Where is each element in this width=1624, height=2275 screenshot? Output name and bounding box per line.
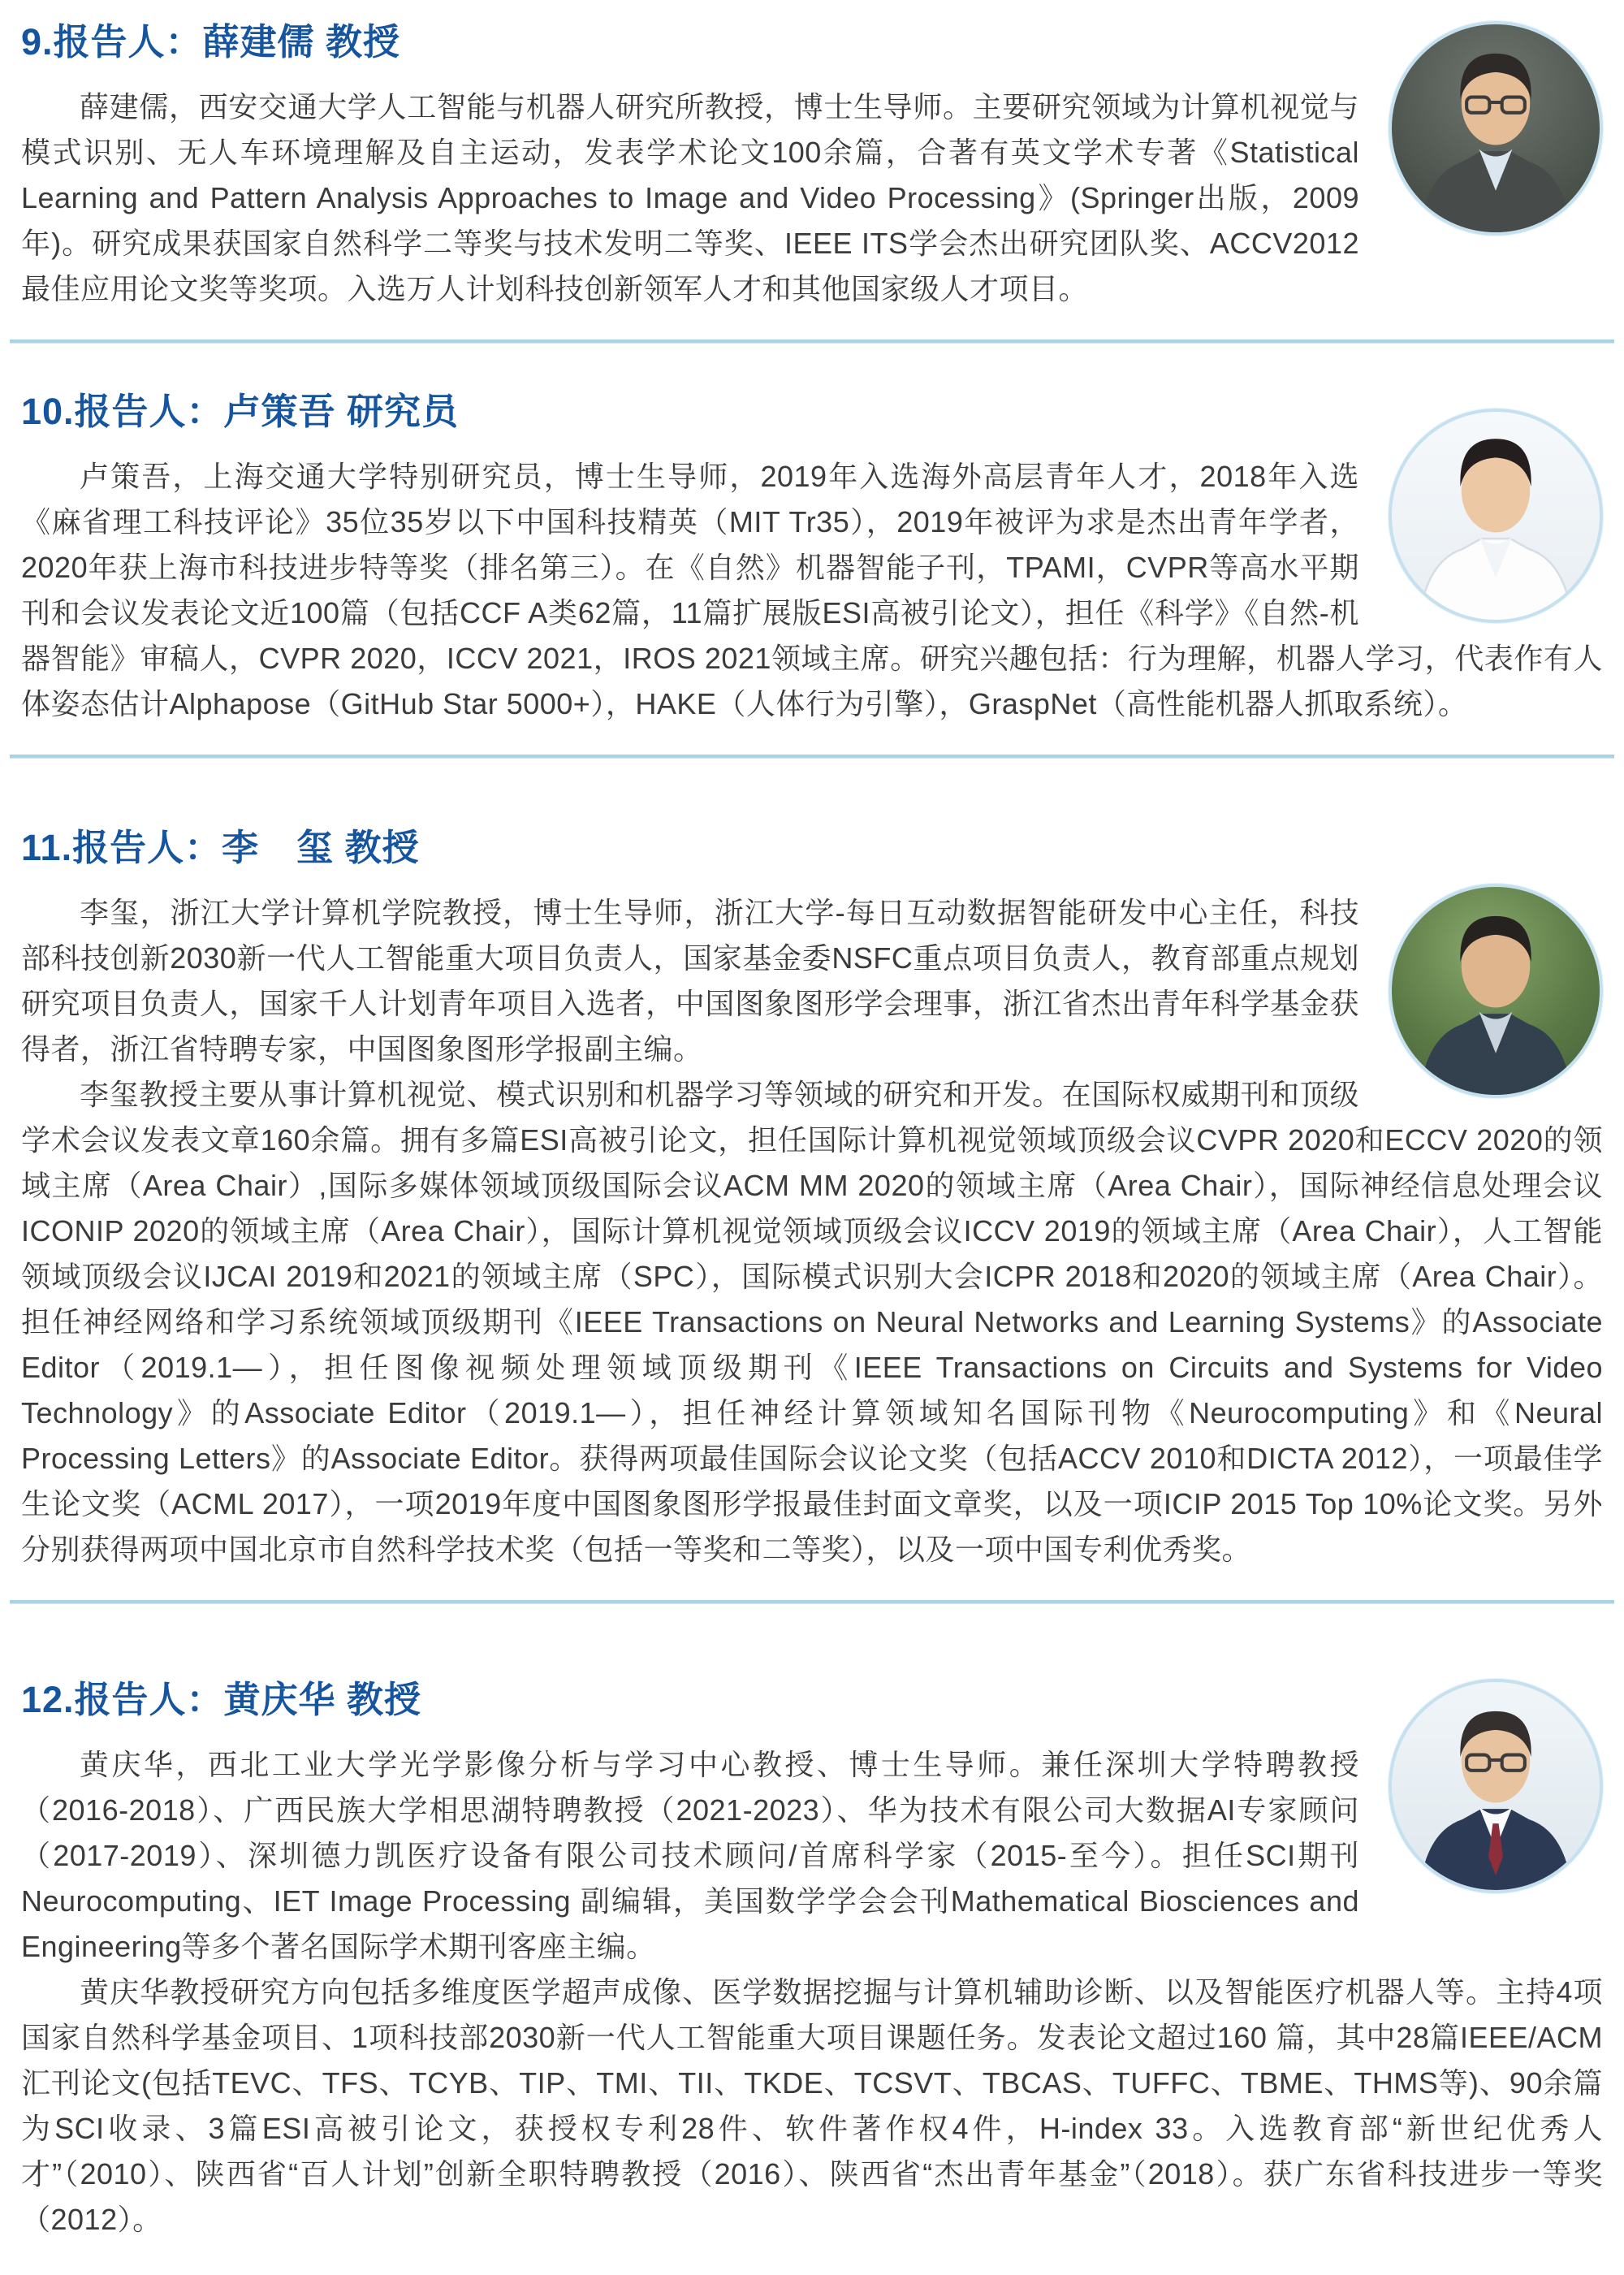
speaker-section-10 <box>21 391 1603 727</box>
speaker-bio-paragraph: 卢策吾，上海交通大学特别研究员，博士生导师，2019年入选海外高层青年人才，2018年入选《麻省理工科技评论》35位35岁以下中国科技精英（MIT Tr35），2019年被评为求是杰出青年学者，2020年获上海市科技进步特等奖（排名第三）。在《自然》机器智能子刊，TPAMI，CVPR等高水平期刊和会议发表论文近100篇（包括CCF A类62篇，11篇扩展版ESI高被引论文），担任《科学》《自然-机器智能》审稿人，CVPR 2020，ICCV 2021，IROS 2021领域主席。研究兴趣包括：行为理解，机器人学习，代表作有人体姿态估计Alphapose（GitHub Star 5000+），HAKE（人体行为引擎），GraspNet（高性能机器人抓取系统）。 <box>21 460 1603 720</box>
speaker-photo-10 <box>1389 409 1603 623</box>
speaker-heading: 12.报告人：黄庆华 教授 <box>21 1679 422 1720</box>
section-spacer <box>21 344 1603 391</box>
speaker-bio-paragraph: 李玺，浙江大学计算机学院教授，博士生导师，浙江大学-每日互动数据智能研发中心主任，科技部科技创新2030新一代人工智能重大项目负责人，国家基金委NSFC重点项目负责人，教育部重点规划研究项目负责人，国家千人计划青年项目入选者，中国图象图形学会理事，浙江省杰出青年科学基金获得者，浙江省特聘专家，中国图象图形学报副主编。 <box>21 896 1359 1066</box>
speaker-heading: 11.报告人：李 玺 教授 <box>21 827 420 868</box>
speaker-heading: 10.报告人：卢策吾 研究员 <box>21 391 460 432</box>
speaker-heading: 9.报告人：薛建儒 教授 <box>21 21 401 63</box>
portrait-silhouette-icon <box>1392 1682 1600 1890</box>
speaker-photo-9 <box>1389 21 1603 236</box>
speaker-bio-paragraph: 李玺教授主要从事计算机视觉、模式识别和机器学习等领域的研究和开发。在国际权威期刊和顶级学术会议发表文章160余篇。拥有多篇ESI高被引论文，担任国际计算机视觉领域顶级会议CVPR 2020和ECCV 2020的领域主席（Area Chair）,国际多媒体领域顶级国际会议ACM MM 2020的领域主席（Area Chair），国际神经信息处理会议ICONIP 2020的领域主席（Area Chair），国际计算机视觉领域顶级会议ICCV 2019的领域主席（Area Chair），人工智能领域顶级会议IJCAI 2019和2021的领域主席（SPC），国际模式识别大会ICPR 2018和2020的领域主席（Area Chair）。担任神经网络和学习系统领域顶级期刊《IEEE Transactions on Neural Networks and Learning Systems》的Associate Editor（2019.1—），担任图像视频处理领域顶级期刊《IEEE Transactions on Circuits and Systems for Video Technology》的Associate Editor（2019.1—），担任神经计算领域知名国际刊物《Neurocomputing》和《Neural Processing Letters》的Associate Editor。获得两项最佳国际会议论文奖（包括ACCV 2010和DICTA 2012），一项最佳学生论文奖（ACML 2017），一项2019年度中国图象图形学报最佳封面文章奖，以及一项ICIP 2015 Top 10%论文奖。另外分别获得两项中国北京市自然科学技术奖（包括一等奖和二等奖），以及一项中国专利优秀奖。 <box>21 1078 1603 1566</box>
section-spacer <box>21 1604 1603 1679</box>
speaker-bio-paragraph: 薛建儒，西安交通大学人工智能与机器人研究所教授，博士生导师。主要研究领域为计算机视觉与模式识别、无人车环境理解及自主运动，发表学术论文100余篇，合著有英文学术专著《Statistical Learning and Pattern Analysis Approaches to Image and Video Processing》(Springer出版，2009年)。研究成果获国家自然科学二等奖与技术发明二等奖、IEEE ITS学会杰出研究团队奖、ACCV2012最佳应用论文奖等奖项。入选万人计划科技创新领军人才和其他国家级人才项目。 <box>21 90 1359 305</box>
portrait-silhouette-icon <box>1392 887 1600 1095</box>
section-spacer <box>21 759 1603 827</box>
speaker-section-11 <box>21 827 1603 1572</box>
speaker-bio-paragraph: 黄庆华，西北工业大学光学影像分析与学习中心教授、博士生导师。兼任深圳大学特聘教授（2016-2018）、广西民族大学相思湖特聘教授（2021-2023）、华为技术有限公司大数据AI专家顾问（2017-2019）、深圳德力凯医疗设备有限公司技术顾问/首席科学家（2015-至今）。担任SCI期刊Neurocomputing、IET Image Processing 副编辑，美国数学学会会刊Mathematical Biosciences and Engineering等多个著名国际学术期刊客座主编。 <box>21 1748 1359 1963</box>
speaker-bio-paragraph: 黄庆华教授研究方向包括多维度医学超声成像、医学数据挖掘与计算机辅助诊断、以及智能医疗机器人等。主持4项国家自然科学基金项目、1项科技部2030新一代人工智能重大项目课题任务。发表论文超过160 篇，其中28篇IEEE/ACM汇刊论文(包括TEVC、TFS、TCYB、TIP、TMI、TII、TKDE、TCSVT、TBCAS、TUFFC、TBME、THMS等)、90余篇为SCI收录、3篇ESI高被引论文，获授权专利28件、软件著作权4件，H-index 33。入选教育部“新世纪优秀人才”（2010）、陕西省“百人计划”创新全职特聘教授（2016）、陕西省“杰出青年基金”（2018）。获广东省科技进步一等奖（2012）。 <box>21 1975 1603 2236</box>
portrait-silhouette-icon <box>1392 412 1600 620</box>
speaker-section-12 <box>21 1679 1603 2243</box>
speaker-photo-12 <box>1389 1679 1603 1893</box>
speaker-section-9 <box>21 21 1603 312</box>
portrait-silhouette-icon <box>1392 24 1600 232</box>
speaker-photo-11 <box>1389 884 1603 1098</box>
